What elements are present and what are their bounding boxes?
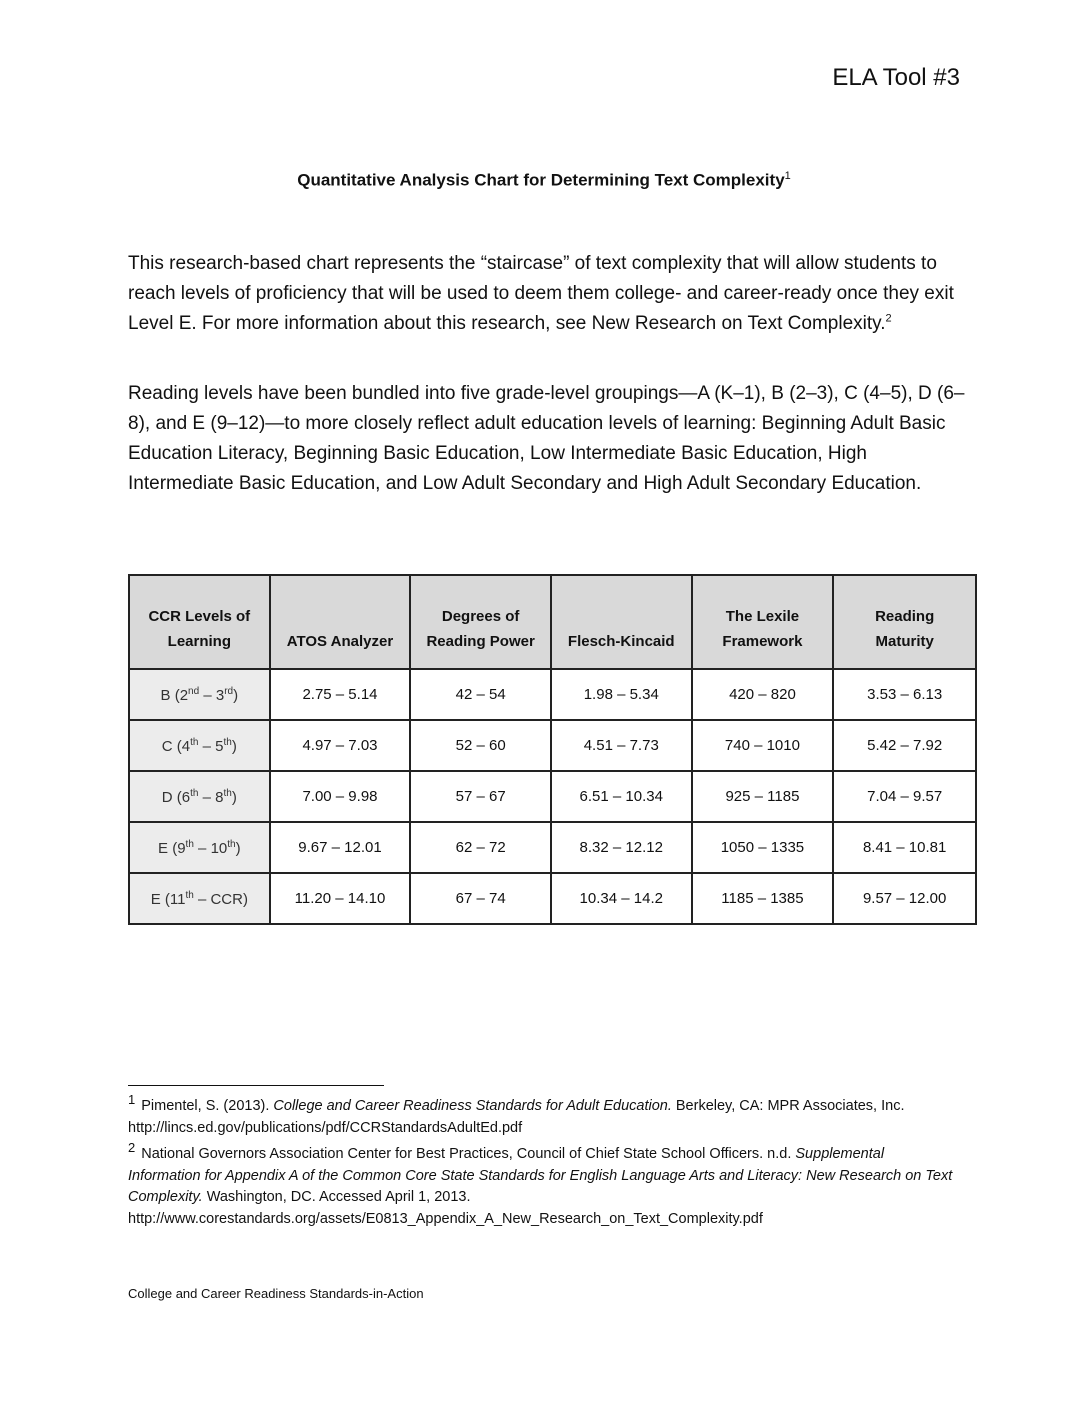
lexile-cell: 420 – 820: [692, 669, 834, 720]
reading-maturity-cell: 8.41 – 10.81: [833, 822, 976, 873]
page-title-text: Quantitative Analysis Chart for Determining Text Complexity: [297, 170, 785, 190]
lexile-cell: 740 – 1010: [692, 720, 834, 771]
reading-maturity-cell: 9.57 – 12.00: [833, 873, 976, 924]
footnote-2-title: Supplemental Information for Appendix A of the Common Core State Standards for English Language Arts and Literacy: New Research on Text Complexity.: [128, 1146, 953, 1205]
lexile-cell: 1185 – 1385: [692, 873, 834, 924]
drp-cell: 62 – 72: [410, 822, 551, 873]
flesch-kincaid-cell: 10.34 – 14.2: [551, 873, 692, 924]
col-header-ccr-levels: CCR Levels of Learning: [129, 575, 270, 669]
lexile-cell: 925 – 1185: [692, 771, 834, 822]
level-cell: C (4th – 5th): [129, 720, 270, 771]
drp-cell: 42 – 54: [410, 669, 551, 720]
table-row: [129, 873, 976, 924]
drp-cell: 67 – 74: [410, 873, 551, 924]
drp-cell: 57 – 67: [410, 771, 551, 822]
col-header-lexile: The Lexile Framework: [692, 575, 834, 669]
footnote-1-mark: 1: [128, 1092, 136, 1108]
atos-cell: 4.97 – 7.03: [270, 720, 411, 771]
footnote-divider: [128, 1085, 384, 1086]
flesch-kincaid-cell: 8.32 – 12.12: [551, 822, 692, 873]
level-cell: B (2nd – 3rd): [129, 669, 270, 720]
footnote-2: 2 National Governors Association Center for Best Practices, Council of Chief State School Officers. n.d. Supplemental Information for Appendix A of the Common Core State Standards for English Language Arts and Literacy: New Research on Text Complexity. Washington, DC. Accessed April 1, 2013. http://www.corestandards.org/assets/E0813_Appendix_A_New_Research_on_Text_Complexity.pdf: [128, 1140, 953, 1227]
intro-paragraph: [128, 249, 968, 339]
col-header-drp: Degrees of Reading Power: [410, 575, 551, 669]
lexile-cell: 1050 – 1335: [692, 822, 834, 873]
col-header-atos: ATOS Analyzer: [270, 575, 411, 669]
reading-maturity-cell: 3.53 – 6.13: [833, 669, 976, 720]
level-cell: E (9th – 10th): [129, 822, 270, 873]
col-header-reading-maturity: Reading Maturity: [833, 575, 976, 669]
table-row: [129, 822, 976, 873]
flesch-kincaid-cell: 1.98 – 5.34: [551, 669, 692, 720]
atos-cell: 9.67 – 12.01: [270, 822, 411, 873]
table-row: [129, 720, 976, 771]
flesch-kincaid-cell: 6.51 – 10.34: [551, 771, 692, 822]
complexity-table: [128, 574, 977, 925]
atos-cell: 2.75 – 5.14: [270, 669, 411, 720]
table-row: [129, 669, 976, 720]
reading-maturity-cell: 5.42 – 7.92: [833, 720, 976, 771]
level-cell: E (11th – CCR): [129, 873, 270, 924]
footnote-1-title: College and Career Readiness Standards for Adult Education.: [273, 1098, 672, 1114]
drp-cell: 52 – 60: [410, 720, 551, 771]
footnote-2-mark: 2: [128, 1140, 136, 1156]
atos-cell: 11.20 – 14.10: [270, 873, 411, 924]
title-footnote-ref: 1: [784, 170, 791, 182]
atos-cell: 7.00 – 9.98: [270, 771, 411, 822]
table-header-row: [129, 575, 976, 669]
col-header-flesch-kincaid: Flesch-Kincaid: [551, 575, 692, 669]
intro-footnote-ref: 2: [885, 312, 892, 325]
level-cell: D (6th – 8th): [129, 771, 270, 822]
table-row: [129, 771, 976, 822]
flesch-kincaid-cell: 4.51 – 7.73: [551, 720, 692, 771]
reading-maturity-cell: 7.04 – 9.57: [833, 771, 976, 822]
page-footer: College and Career Readiness Standards-in-Action: [128, 1286, 424, 1301]
tool-label: ELA Tool #3: [832, 64, 960, 91]
page-title: [0, 170, 1088, 191]
grouping-paragraph: Reading levels have been bundled into five grade-level groupings—A (K–1), B (2–3), C (4–5), D (6–8), and E (9–12)—to more closely reflect adult education levels of learning: Beginning Adult Basic Education Literacy, Beginning Basic Education, Low Intermediate Basic Education, High Intermediate Basic Education, and Low Adult Secondary and High Adult Secondary Education.: [128, 383, 965, 494]
footnote-1: 1 Pimentel, S. (2013). College and Career Readiness Standards for Adult Education. Berkeley, CA: MPR Associates, Inc. http://lincs.ed.gov/publications/pdf/CCRStandardsAdultEd.pdf: [128, 1092, 905, 1136]
intro-paragraph-text: This research-based chart represents the “staircase” of text complexity that will allow students to reach levels of proficiency that will be used to deem them college- and career-ready once they exit Level E. For more information about this research, see New Research on Text Complexity.: [128, 253, 954, 334]
